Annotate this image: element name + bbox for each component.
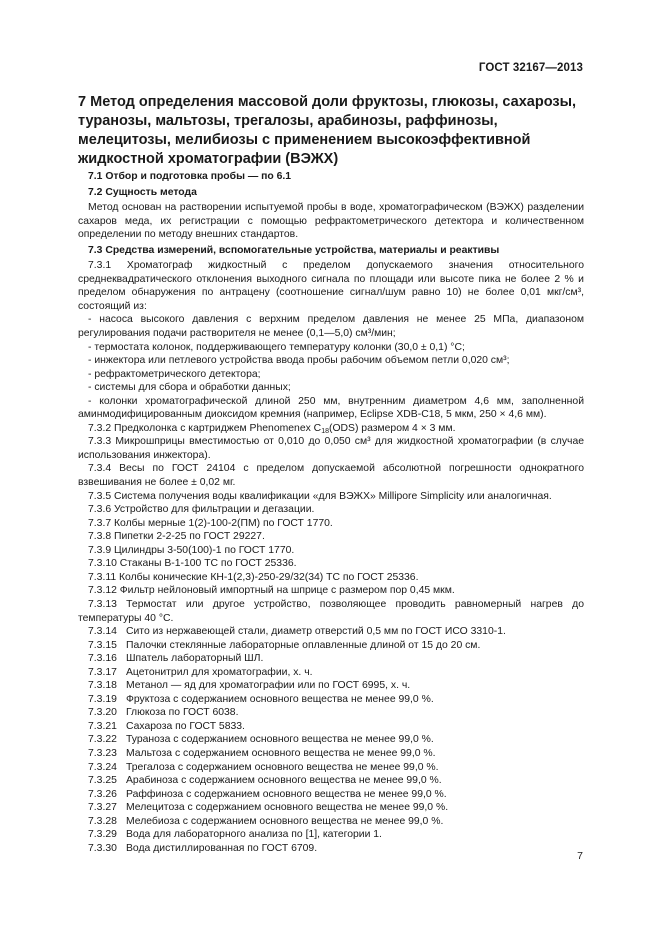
section-heading: Метод определения массовой доли фруктозы, глюкозы, сахарозы, туранозы, мальтозы, трегалозы, арабинозы, раффинозы, мелецитозы, мелибиозы с применением высокоэффективной жидкостной хроматографии (ВЭЖХ) <box>78 94 577 167</box>
item-text: Шпатель лабораторный ШЛ. <box>126 653 264 665</box>
item-text: Сито из нержавеющей стали, диаметр отверстий 0,5 мм по ГОСТ ИСО 3310-1. <box>126 626 506 638</box>
item-text: Фруктоза с содержанием основного вещества не менее 99,0 %. <box>126 693 434 705</box>
list-item <box>78 720 584 734</box>
bullet-item: - системы для сбора и обработки данных; <box>88 382 291 394</box>
item-number: 7.3.24 <box>88 761 117 773</box>
paragraph: 7.3.11 Колбы конические КН-1(2,3)-250-29/32(34) ТС по ГОСТ 25336. <box>88 571 419 583</box>
subscript: 18 <box>321 427 329 435</box>
standard-header: ГОСТ 32167—2013 <box>478 62 583 74</box>
item-number: 7.3.18 <box>88 680 117 692</box>
item-text: Арабиноза с содержанием основного вещества не менее 99,0 %. <box>126 775 442 787</box>
item-text: Тураноза с содержанием основного вещества не менее 99,0 %. <box>126 734 434 746</box>
item-number: 7.3.21 <box>88 720 117 732</box>
item-number: 7.3.16 <box>88 653 117 665</box>
paragraph: 7.3.4 Весы по ГОСТ 24104 с пределом допускаемой абсолютной погрешности однократного взвешивания не более ± 0,02 мг. <box>78 463 584 489</box>
item-number: 7.3.28 <box>88 815 117 827</box>
paragraph: 7.3.10 Стаканы В-1-100 ТС по ГОСТ 25336. <box>88 558 297 570</box>
paragraph: 7.3.7 Колбы мерные 1(2)-100-2(ПМ) по ГОСТ 1770. <box>88 517 333 529</box>
item-text: Метанол — яд для хроматографии или по ГОСТ 6995, х. ч. <box>126 680 411 692</box>
bullet-item: - насоса высокого давления с верхним пределом давления не менее 25 МПа, диапазоном регулирования подачи растворителя не менее (0,1—5,0) см³/мин; <box>78 314 584 340</box>
item-number: 7.3.15 <box>88 639 117 651</box>
item-text: Мальтоза с содержанием основного вещества не менее 99,0 %. <box>126 747 436 759</box>
item-text: Сахароза по ГОСТ 5833. <box>126 720 245 732</box>
item-number: 7.3.20 <box>88 707 117 719</box>
paragraph-part: (ODS) размером 4 × 3 мм. <box>328 422 456 434</box>
bullet-item: - колонки хроматографической длиной 250 мм, внутренним диаметром 4,6 мм, заполненной аминмодифицированным диоксидом кремния (например, Eclipse XDB-C18, 5 мкм, 250 × 4,6 мм). <box>78 395 584 421</box>
paragraph: 7.3.1 Хроматограф жидкостный с пределом допускаемого значения относительного среднеквадратического отклонения выходного сигнала по площади или высоте пика не более 2 % и пределом обнаружения по антрацену (соотношение сигнал/шум равно 10) не более 0,01 мкг/см³, состоящий из: <box>78 260 584 312</box>
item-number: 7.3.25 <box>88 775 117 787</box>
subsection-heading: 7.2 Сущность метода <box>88 186 197 198</box>
subsection-heading: 7.1 Отбор и подготовка пробы — по 6.1 <box>88 171 292 182</box>
paragraph: 7.3.12 Фильтр нейлоновый импортный на шприце с размером пор 0,45 мкм. <box>88 585 455 597</box>
list-item <box>78 815 584 829</box>
materials-list <box>78 625 584 855</box>
item-number: 7.3.29 <box>88 829 117 841</box>
bullet-item: - инжектора или петлевого устройства ввода пробы рабочим объемом петли 0,020 см³; <box>88 355 510 367</box>
item-text: Мелецитоза с содержанием основного вещества не менее 99,0 %. <box>126 802 449 814</box>
item-text: Ацетонитрил для хроматографии, х. ч. <box>126 666 313 678</box>
list-item <box>78 733 584 747</box>
item-number: 7.3.22 <box>88 734 117 746</box>
item-number: 7.3.17 <box>88 666 117 678</box>
paragraph <box>78 422 584 436</box>
paragraph: 7.3.3 Микрошприцы вместимостью от 0,010 до 0,050 см³ для жидкостной хроматографии (в случае использования инжектора). <box>78 436 584 461</box>
item-number: 7.3.30 <box>88 842 117 854</box>
list-item <box>78 761 584 775</box>
paragraph: 7.3.13 Термостат или другое устройство, позволяющее проводить равномерный нагрев до температуры 40 °С. <box>78 598 584 624</box>
item-number: 7.3.27 <box>88 802 117 814</box>
item-text: Глюкоза по ГОСТ 6038. <box>126 707 239 719</box>
item-text: Мелебиоза с содержанием основного вещества не менее 99,0 %. <box>126 815 444 827</box>
paragraph: 7.3.6 Устройство для фильтрации и дегазации. <box>88 504 315 516</box>
list-item <box>78 747 584 761</box>
paragraph: 7.3.5 Система получения воды квалификации «для ВЭЖХ» Millipore Simplicity или аналогичная. <box>88 490 552 502</box>
list-item <box>78 828 584 842</box>
paragraph: 7.3.8 Пипетки 2-2-25 по ГОСТ 29227. <box>88 531 265 543</box>
item-text: Вода для лабораторного анализа по [1], категории 1. <box>126 829 382 841</box>
section-number: 7 <box>78 94 87 110</box>
list-item <box>78 774 584 788</box>
list-item <box>78 801 584 815</box>
item-text: Вода дистиллированная по ГОСТ 6709. <box>126 842 318 854</box>
item-number: 7.3.19 <box>88 693 117 705</box>
list-item <box>78 639 584 653</box>
item-text: Палочки стеклянные лабораторные оплавленные длиной от 15 до 20 см. <box>126 639 481 651</box>
list-item <box>78 679 584 693</box>
list-item <box>78 788 584 802</box>
list-item <box>78 625 584 639</box>
page-number: 7 <box>577 850 583 862</box>
list-item <box>78 666 584 680</box>
subsection-heading: 7.3 Средства измерений, вспомогательные устройства, материалы и реактивы <box>88 244 500 256</box>
item-text: Трегалоза с содержанием основного вещества не менее 99,0 %. <box>126 761 439 773</box>
bullet-item: - термостата колонок, поддерживающего температуру колонки (30,0 ± 0,1) °С; <box>88 341 465 353</box>
list-item <box>78 652 584 666</box>
item-number: 7.3.14 <box>88 626 117 638</box>
list-item <box>78 693 584 707</box>
item-number: 7.3.26 <box>88 788 117 800</box>
list-item <box>78 706 584 720</box>
item-text: Раффиноза с содержанием основного вещества не менее 99,0 %. <box>126 788 447 800</box>
section-title <box>78 93 588 169</box>
paragraph-part: 7.3.2 Предколонка с картриджем Phenomenex C <box>88 422 322 434</box>
list-item <box>78 842 584 856</box>
bullet-item: - рефрактометрического детектора; <box>88 368 261 380</box>
item-number: 7.3.23 <box>88 747 117 759</box>
section-body <box>78 168 584 855</box>
paragraph: 7.3.9 Цилиндры 3-50(100)-1 по ГОСТ 1770. <box>88 544 295 556</box>
paragraph: Метод основан на растворении испытуемой пробы в воде, хроматографическом (ВЭЖХ) разделении сахаров меда, их регистрации с помощью рефрактометрического детектора и количественном определении по методу внешних стандартов. <box>78 202 584 241</box>
